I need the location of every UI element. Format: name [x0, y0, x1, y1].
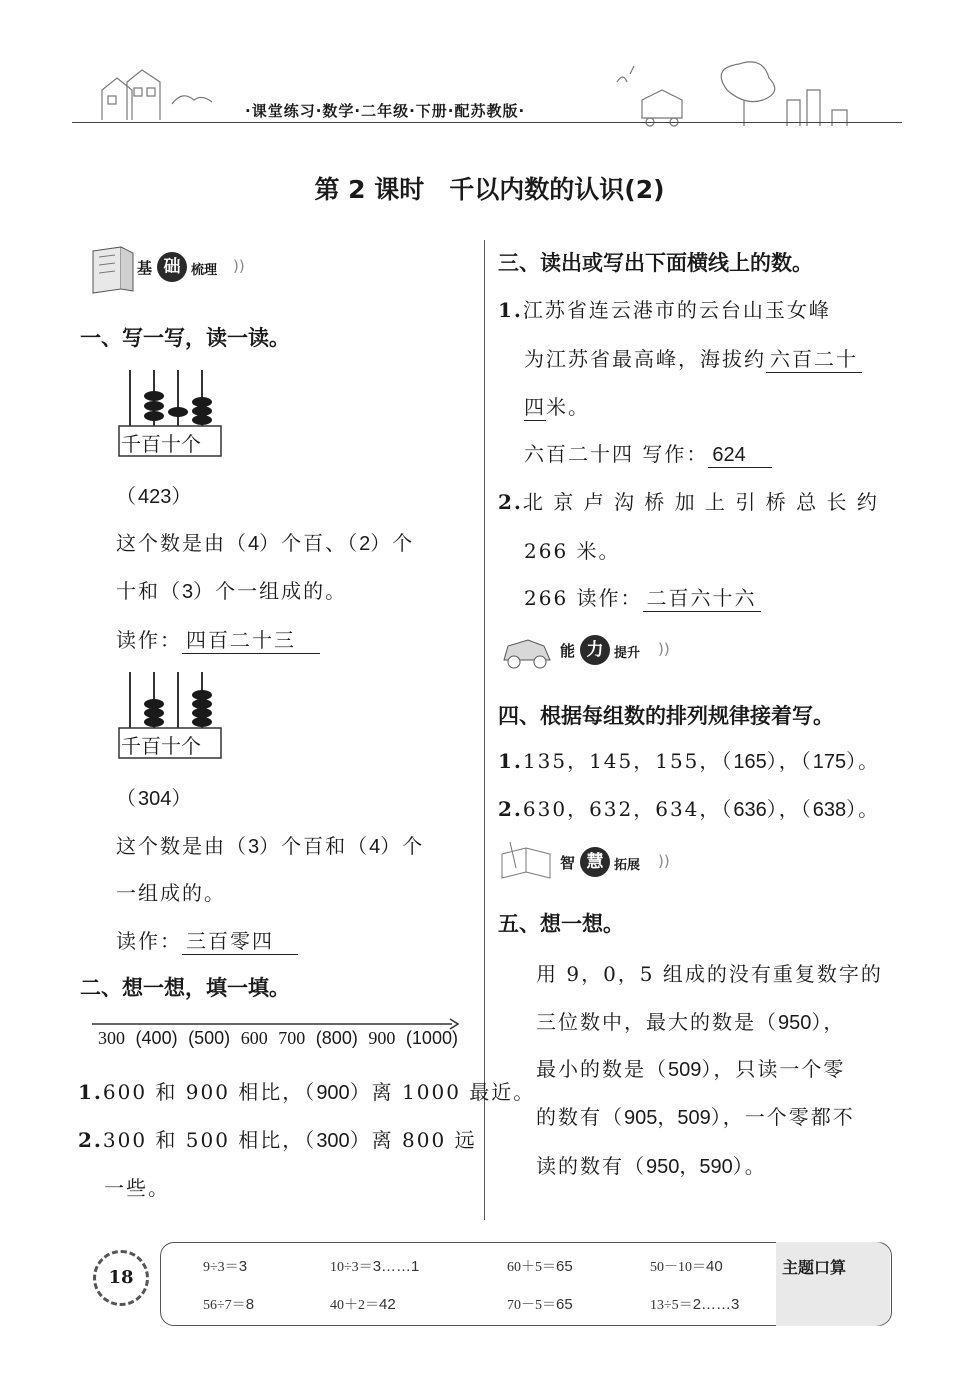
section1-heading: 一、写一写，读一读。 [80, 326, 290, 350]
car-icon [498, 630, 558, 674]
calc-2: 10÷3＝3……1 [330, 1258, 420, 1275]
s3-q2-read: 266 读作： 二百六十六 [524, 582, 761, 612]
s4-q2: 2.630，632，634，（636），（638）。 [498, 797, 881, 821]
s3-q1-answer: 624 [708, 444, 772, 468]
item-a-line2: 十和（3）个一组成的。 [116, 579, 348, 603]
calc-1: 9÷3＝3 [203, 1258, 248, 1275]
s2-q2-cont: 一些。 [104, 1176, 170, 1200]
s3-q1-write: 六百二十四 写作： 624 [524, 438, 772, 468]
s4-q1: 1.135，145，155，（165），（175）。 [498, 749, 881, 773]
badge-ability: 能 力 提升 )) [498, 628, 698, 678]
number-line-tick-1: (400) [135, 1028, 178, 1048]
series-header: ·课堂练习·数学·二年级·下册·配苏教版· [245, 102, 526, 120]
s5-line2: 三位数中，最大的数是（950）， [536, 1010, 846, 1034]
s3-q2-answer: 二百六十六 [643, 582, 761, 612]
abacus-label: 千百十个 [121, 432, 201, 456]
calc-5: 56÷7＝8 [203, 1296, 255, 1313]
number-line-tick-2: (500) [188, 1028, 231, 1048]
item-b-read-answer: 三百零四 [182, 925, 298, 955]
item-b-line1: 这个数是由（3）个百和（4）个 [116, 834, 425, 858]
item-b-number: 304 [138, 788, 172, 810]
number-line-tick-5: (800) [315, 1028, 358, 1048]
abacus-label-2: 千百十个 [121, 734, 201, 758]
number-line-tick-3: 600 [240, 1028, 268, 1048]
s3-q1-line2: 为江苏省最高峰，海拔约 六百二十 [524, 343, 862, 373]
item-a-number-line: （423） [116, 484, 194, 508]
calc-4: 50－10＝40 [650, 1258, 723, 1275]
number-line-labels [98, 1028, 458, 1052]
s5-line3: 最小的数是（509），只读一个零 [536, 1057, 846, 1081]
item-a-line1: 这个数是由（4）个百、（2）个 [116, 531, 415, 555]
number-line-tick-6: 900 [368, 1028, 396, 1048]
section5-heading: 五、想一想。 [498, 912, 624, 936]
s3-q1-line3: 四米。 [524, 391, 590, 421]
page-number: 18 [108, 1267, 134, 1288]
number-line-tick-4: 700 [278, 1028, 306, 1048]
s5-line5: 读的数有（950，590）。 [536, 1154, 767, 1178]
s3-q1-line1: 1.江苏省连云港市的云台山玉女峰 [498, 298, 831, 322]
calc-6: 40＋2＝42 [330, 1296, 396, 1313]
header-rule [72, 122, 902, 123]
item-a-read: 读作： 四百二十三 [116, 624, 320, 654]
section3-heading: 三、读出或写出下面横线上的数。 [498, 251, 813, 275]
item-b-line2: 一组成的。 [116, 881, 226, 905]
badge-basic: 基 础 梳理 )) [85, 245, 275, 295]
item-b-number-line: （304） [116, 786, 194, 810]
s2-q1: 1.600 和 900 相比，（900）离 1000 最近。 [78, 1080, 536, 1104]
calc-7: 70－5＝65 [507, 1296, 573, 1313]
book-icon [85, 245, 145, 295]
item-b-read: 读作： 三百零四 [116, 925, 298, 955]
lesson-title: 第 2 课时 千以内数的认识(2) [314, 175, 665, 204]
section4-heading: 四、根据每组数的排列规律接着写。 [498, 704, 834, 728]
column-divider [484, 240, 485, 1220]
s5-line4: 的数有（905，509），一个零都不 [536, 1105, 855, 1129]
s2-q2: 2.300 和 500 相比，（300）离 800 远 [78, 1128, 477, 1152]
s5-line1: 用 9，0，5 组成的没有重复数字的 [536, 962, 883, 986]
oral-calc-label: 主题口算 [782, 1258, 847, 1277]
s3-q2-line1: 2.北 京 卢 沟 桥 加 上 引 桥 总 长 约 [498, 490, 879, 514]
item-a-number: 423 [138, 486, 172, 508]
calc-3: 60＋5＝65 [507, 1258, 573, 1275]
badge-wisdom: 智 慧 拓展 )) [498, 838, 698, 888]
s3-q2-line2: 266 米。 [524, 539, 621, 563]
section2-heading: 二、想一想，填一填。 [80, 976, 290, 1000]
calc-8: 13÷5＝2……3 [650, 1296, 740, 1313]
number-line-tick-0: 300 [98, 1028, 125, 1048]
book-pencil-icon [498, 838, 558, 886]
item-a-read-answer: 四百二十三 [182, 624, 320, 654]
number-line-tick-7: (1000) [405, 1028, 458, 1048]
